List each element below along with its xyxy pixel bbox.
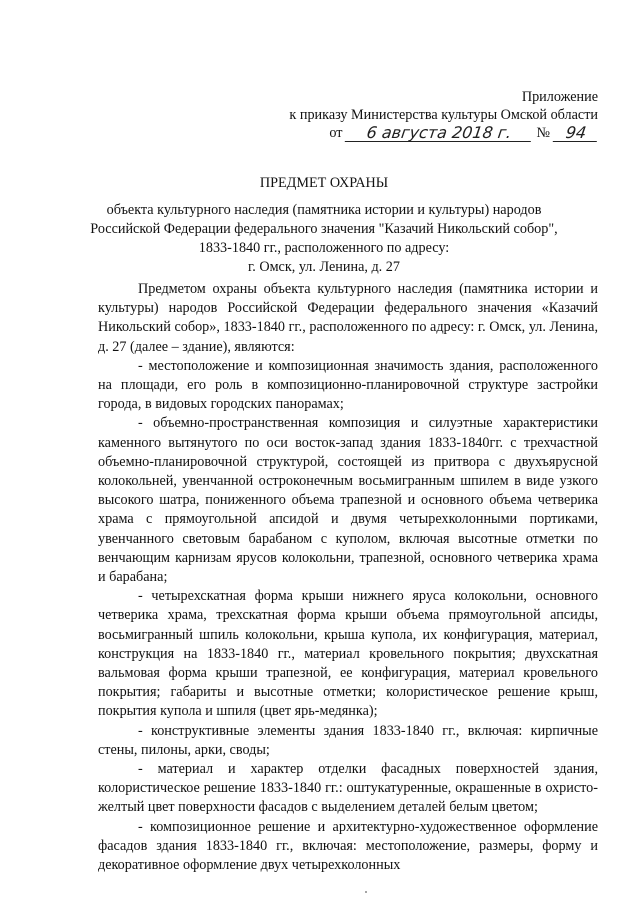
- title-line: Российской Федерации федерального значения "Казачий Никольский собор",: [90, 221, 558, 237]
- handwritten-date: 6 августа 2018 г.: [345, 124, 534, 142]
- list-item: - композиционное решение и архитектурно-художественное оформление фасадов здания 1833-1840 гг., включая: местоположение, размеры, форму и декоративное оформление двух четырехколонных: [98, 818, 598, 874]
- handwritten-number: 94: [553, 124, 600, 142]
- title-line: объекта культурного наследия (памятника истории и культуры) народов: [106, 202, 542, 218]
- title-line: 1833-1840 гг., расположенного по адресу:: [198, 240, 450, 256]
- appendix-title: Приложение: [521, 89, 598, 105]
- scan-artifact: [365, 891, 367, 893]
- intro-paragraph: Предметом охраны объекта культурного наследия (памятника истории и культуры) народов Российской Федерации федерального значения «Казачий Никольский собор», 1833-1840 гг., расположенного по адресу: г. Омск, ул. Ленина, д. 27 (далее – здание), являются:: [98, 281, 598, 355]
- list-item: - материал и характер отделки фасадных поверхностей здания, колористическое решение 1833-1840 гг.: оштукатуренные, окрашенные в охристо-желтый цвет поверхности фасадов с выделением деталей белым цветом;: [98, 761, 598, 816]
- document-heading: ПРЕДМЕТ ОХРАНЫ: [259, 175, 389, 191]
- order-date-number-line: [218, 124, 598, 142]
- list-item: - объемно-пространственная композиция и силуэтные характеристики каменного вытянутого по оси восток-запад здания 1833-1840гг. с трехчастной объемно-планировочной структурой, состоящей из притвора с двухъярусной колокольней, увенчанной остроконечным восьмигранным шпилем в виде узкого высокого шатра, пониженного объема трапезной и основного объема четверика храма с прямоугольной апсидой и двумя четырехколонными портиками, увенчанного световым барабаном с куполом, включая высотные отметки по венчающим карнизам ярусов колокольни, трапезной, основного четверика храма и барабана;: [98, 415, 598, 586]
- list-item: - четырехскатная форма крыши нижнего яруса колокольни, основного четверика храма, трехскатная форма крыши объема прямоугольной апсиды, восьмигранный шпиль колокольни, крыша купола, их конфигурация, материал, конструкция на 1833-1840 гг., материал кровельного покрытия; двухскатная вальмовая форма крыши трапезной, ее конфигурация, материал кровельного покрытия; габариты и высотные отметки; колористическое решение крыш, покрытия купола и шпиля (цвет ярь-медянка);: [98, 588, 598, 720]
- document-body: [98, 280, 598, 875]
- appendix-block: [218, 88, 598, 142]
- title-block: [40, 174, 608, 277]
- appendix-order-reference: к приказу Министерства культуры Омской области: [289, 107, 598, 123]
- from-label: от: [329, 125, 343, 141]
- number-label: №: [536, 125, 550, 141]
- title-address-line: г. Омск, ул. Ленина, д. 27: [248, 259, 400, 275]
- list-item: - конструктивные элементы здания 1833-1840 гг., включая: кирпичные стены, пилоны, арки, своды;: [98, 722, 598, 758]
- list-item: - местоположение и композиционная значимость здания, расположенного на площади, его роль в композиционно-планировочной структуре застройки города, в видовых городских панорамах;: [98, 357, 598, 413]
